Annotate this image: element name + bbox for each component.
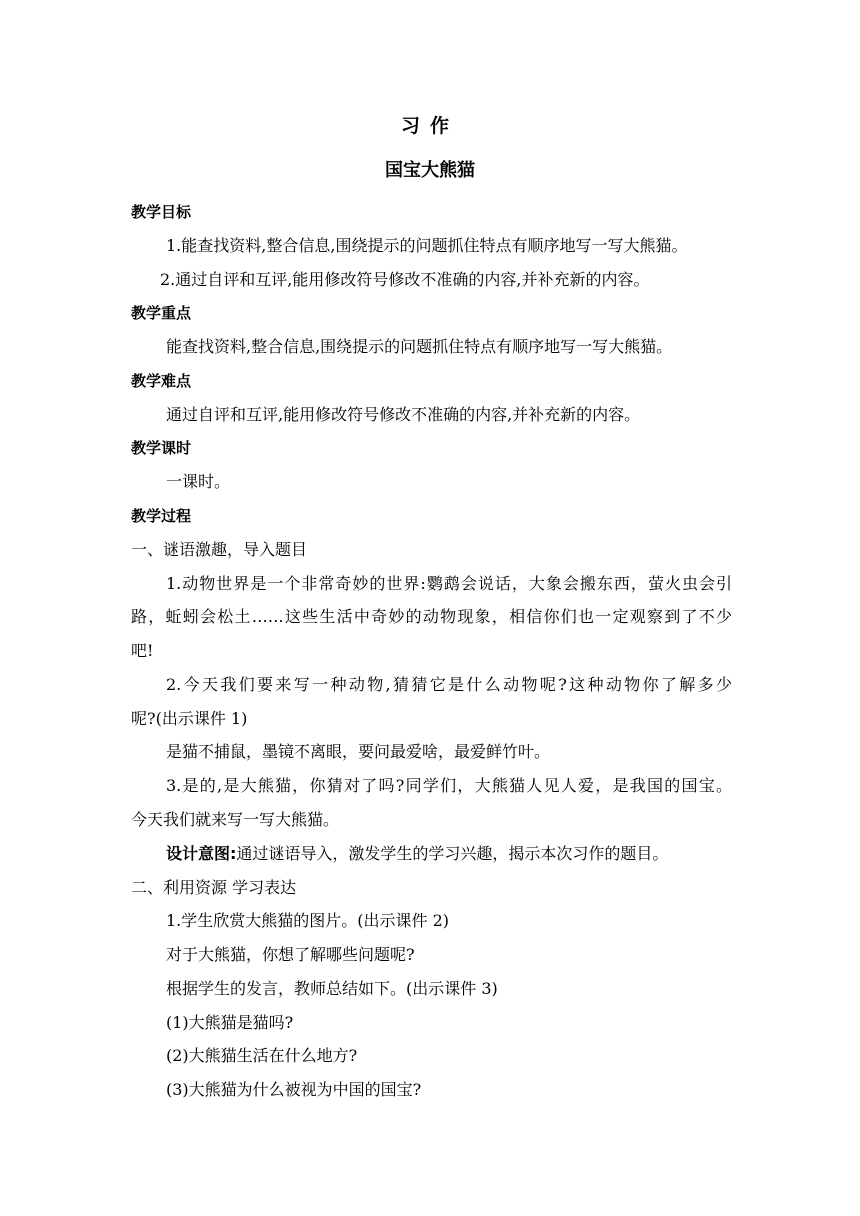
paragraph-3-line-1: 3.是的,是大熊猫，你猜对了吗?同学们，大熊猫人见人爱，是我国的国宝。 bbox=[166, 776, 732, 795]
process-heading: 教学过程 bbox=[131, 507, 192, 525]
step-3: 根据学生的发言，教师总结如下。(出示课件 3) bbox=[166, 979, 498, 998]
design-intent bbox=[166, 844, 668, 864]
step-1: 1.学生欣赏大熊猫的图片。(出示课件 2) bbox=[166, 911, 450, 930]
question-1: (1)大熊猫是猫吗? bbox=[166, 1013, 294, 1032]
step-2: 对于大熊猫，你想了解哪些问题呢? bbox=[166, 945, 415, 964]
page-subtitle: 国宝大熊猫 bbox=[385, 160, 475, 181]
hours-heading: 教学课时 bbox=[131, 439, 192, 457]
page-title: 习作 bbox=[400, 115, 459, 137]
question-3: (3)大熊猫为什么被视为中国的国宝? bbox=[166, 1080, 422, 1099]
riddle-text: 是猫不捕鼠，墨镜不离眼，要问最爱啥，最爱鲜竹叶。 bbox=[166, 742, 551, 761]
goal-item-1: 1.能查找资料,整合信息,围绕提示的问题抓住特点有顺序地写一写大熊猫。 bbox=[166, 236, 688, 255]
goal-item-2: 2.通过自评和互评,能用修改符号修改不准确的内容,并补充新的内容。 bbox=[160, 270, 650, 289]
focus-text: 能查找资料,整合信息,围绕提示的问题抓住特点有顺序地写一写大熊猫。 bbox=[166, 337, 673, 356]
paragraph-2-line-2: 呢?(出示课件 1) bbox=[131, 709, 248, 728]
paragraph-1-line-1: 1.动物世界是一个非常奇妙的世界:鹦鹉会说话，大象会搬东西，萤火虫会引 bbox=[166, 574, 732, 593]
design-intent-label: 设计意图: bbox=[166, 844, 237, 863]
question-2: (2)大熊猫生活在什么地方? bbox=[166, 1046, 358, 1065]
goals-heading: 教学目标 bbox=[131, 203, 192, 221]
difficulty-text: 通过自评和互评,能用修改符号修改不准确的内容,并补充新的内容。 bbox=[166, 405, 641, 424]
paragraph-2-line-1: 2.今天我们要来写一种动物,猜猜它是什么动物呢?这种动物你了解多少 bbox=[166, 675, 732, 694]
hours-text: 一课时。 bbox=[166, 472, 231, 491]
part1-heading: 一、谜语激趣，导入题目 bbox=[131, 540, 308, 559]
design-intent-text: 通过谜语导入，激发学生的学习兴趣，揭示本次习作的题目。 bbox=[236, 844, 669, 863]
paragraph-1-line-2: 路，蚯蚓会松土……这些生活中奇妙的动物现象，相信你们也一定观察到了不少 bbox=[131, 607, 732, 626]
difficulty-heading: 教学难点 bbox=[131, 372, 192, 390]
part2-heading: 二、利用资源 学习表达 bbox=[131, 878, 297, 897]
paragraph-3-line-2: 今天我们就来写一写大熊猫。 bbox=[131, 810, 340, 829]
focus-heading: 教学重点 bbox=[131, 304, 192, 322]
paragraph-1-line-3: 吧! bbox=[131, 641, 154, 660]
